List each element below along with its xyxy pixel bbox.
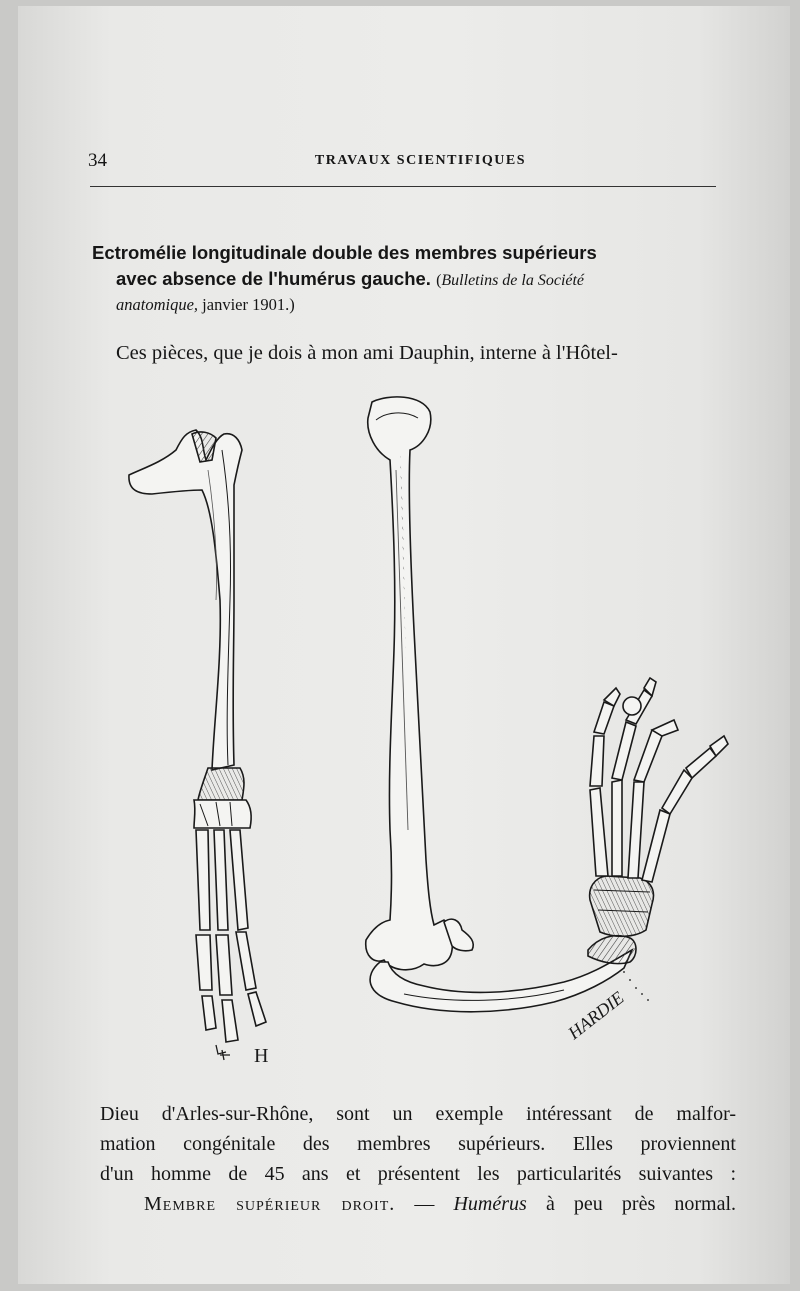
section-label: Membre supérieur droit.: [144, 1193, 396, 1215]
em-dash: —: [395, 1193, 454, 1215]
body-line-2: mation congénitale des membres supérieurs. Elles proviennent: [100, 1133, 736, 1155]
body-line-4: [100, 1189, 736, 1219]
header-rule: [90, 186, 716, 187]
citation-journal-part1: Bulletins de la Société: [441, 272, 585, 289]
body-line-1: Dieu d'Arles-sur-Rhône, sont un exemple intéressant de malfor-: [100, 1103, 736, 1125]
running-title: TRAVAUX SCIENTIFIQUES: [314, 153, 526, 168]
citation-line: [116, 292, 295, 318]
article-title: [92, 240, 732, 294]
running-header: [88, 146, 716, 176]
title-line-2: [92, 266, 732, 294]
humerus-term: Humérus: [453, 1193, 527, 1215]
left-forearm-bones: [129, 430, 266, 1060]
stipple-dots: [623, 971, 649, 1001]
body-text: [100, 1099, 736, 1219]
citation-date: janvier 1901.): [198, 295, 295, 314]
page-number: 34: [88, 150, 107, 171]
right-hand-bones: [590, 678, 728, 936]
bones-illustration: [104, 390, 744, 1080]
book-page: [18, 6, 790, 1284]
artist-signature: HARDIE: [564, 987, 628, 1044]
citation-open: (: [436, 272, 442, 289]
artist-initials: H: [254, 1045, 269, 1067]
paragraph-start: Ces pièces, que je dois à mon ami Dauphin, interne à l'Hôtel-: [116, 342, 618, 364]
title-line-2-text: avec absence de l'humérus gauche.: [116, 268, 431, 289]
body-line-3: d'un homme de 45 ans et présentent les particularités suivantes :: [100, 1163, 736, 1185]
last-line-rest: à peu près normal.: [526, 1193, 736, 1215]
citation-inline: [436, 272, 584, 289]
citation-journal-part2: anatomique,: [116, 295, 199, 314]
title-line-1: Ectromélie longitudinale double des membres supérieurs: [92, 242, 597, 263]
